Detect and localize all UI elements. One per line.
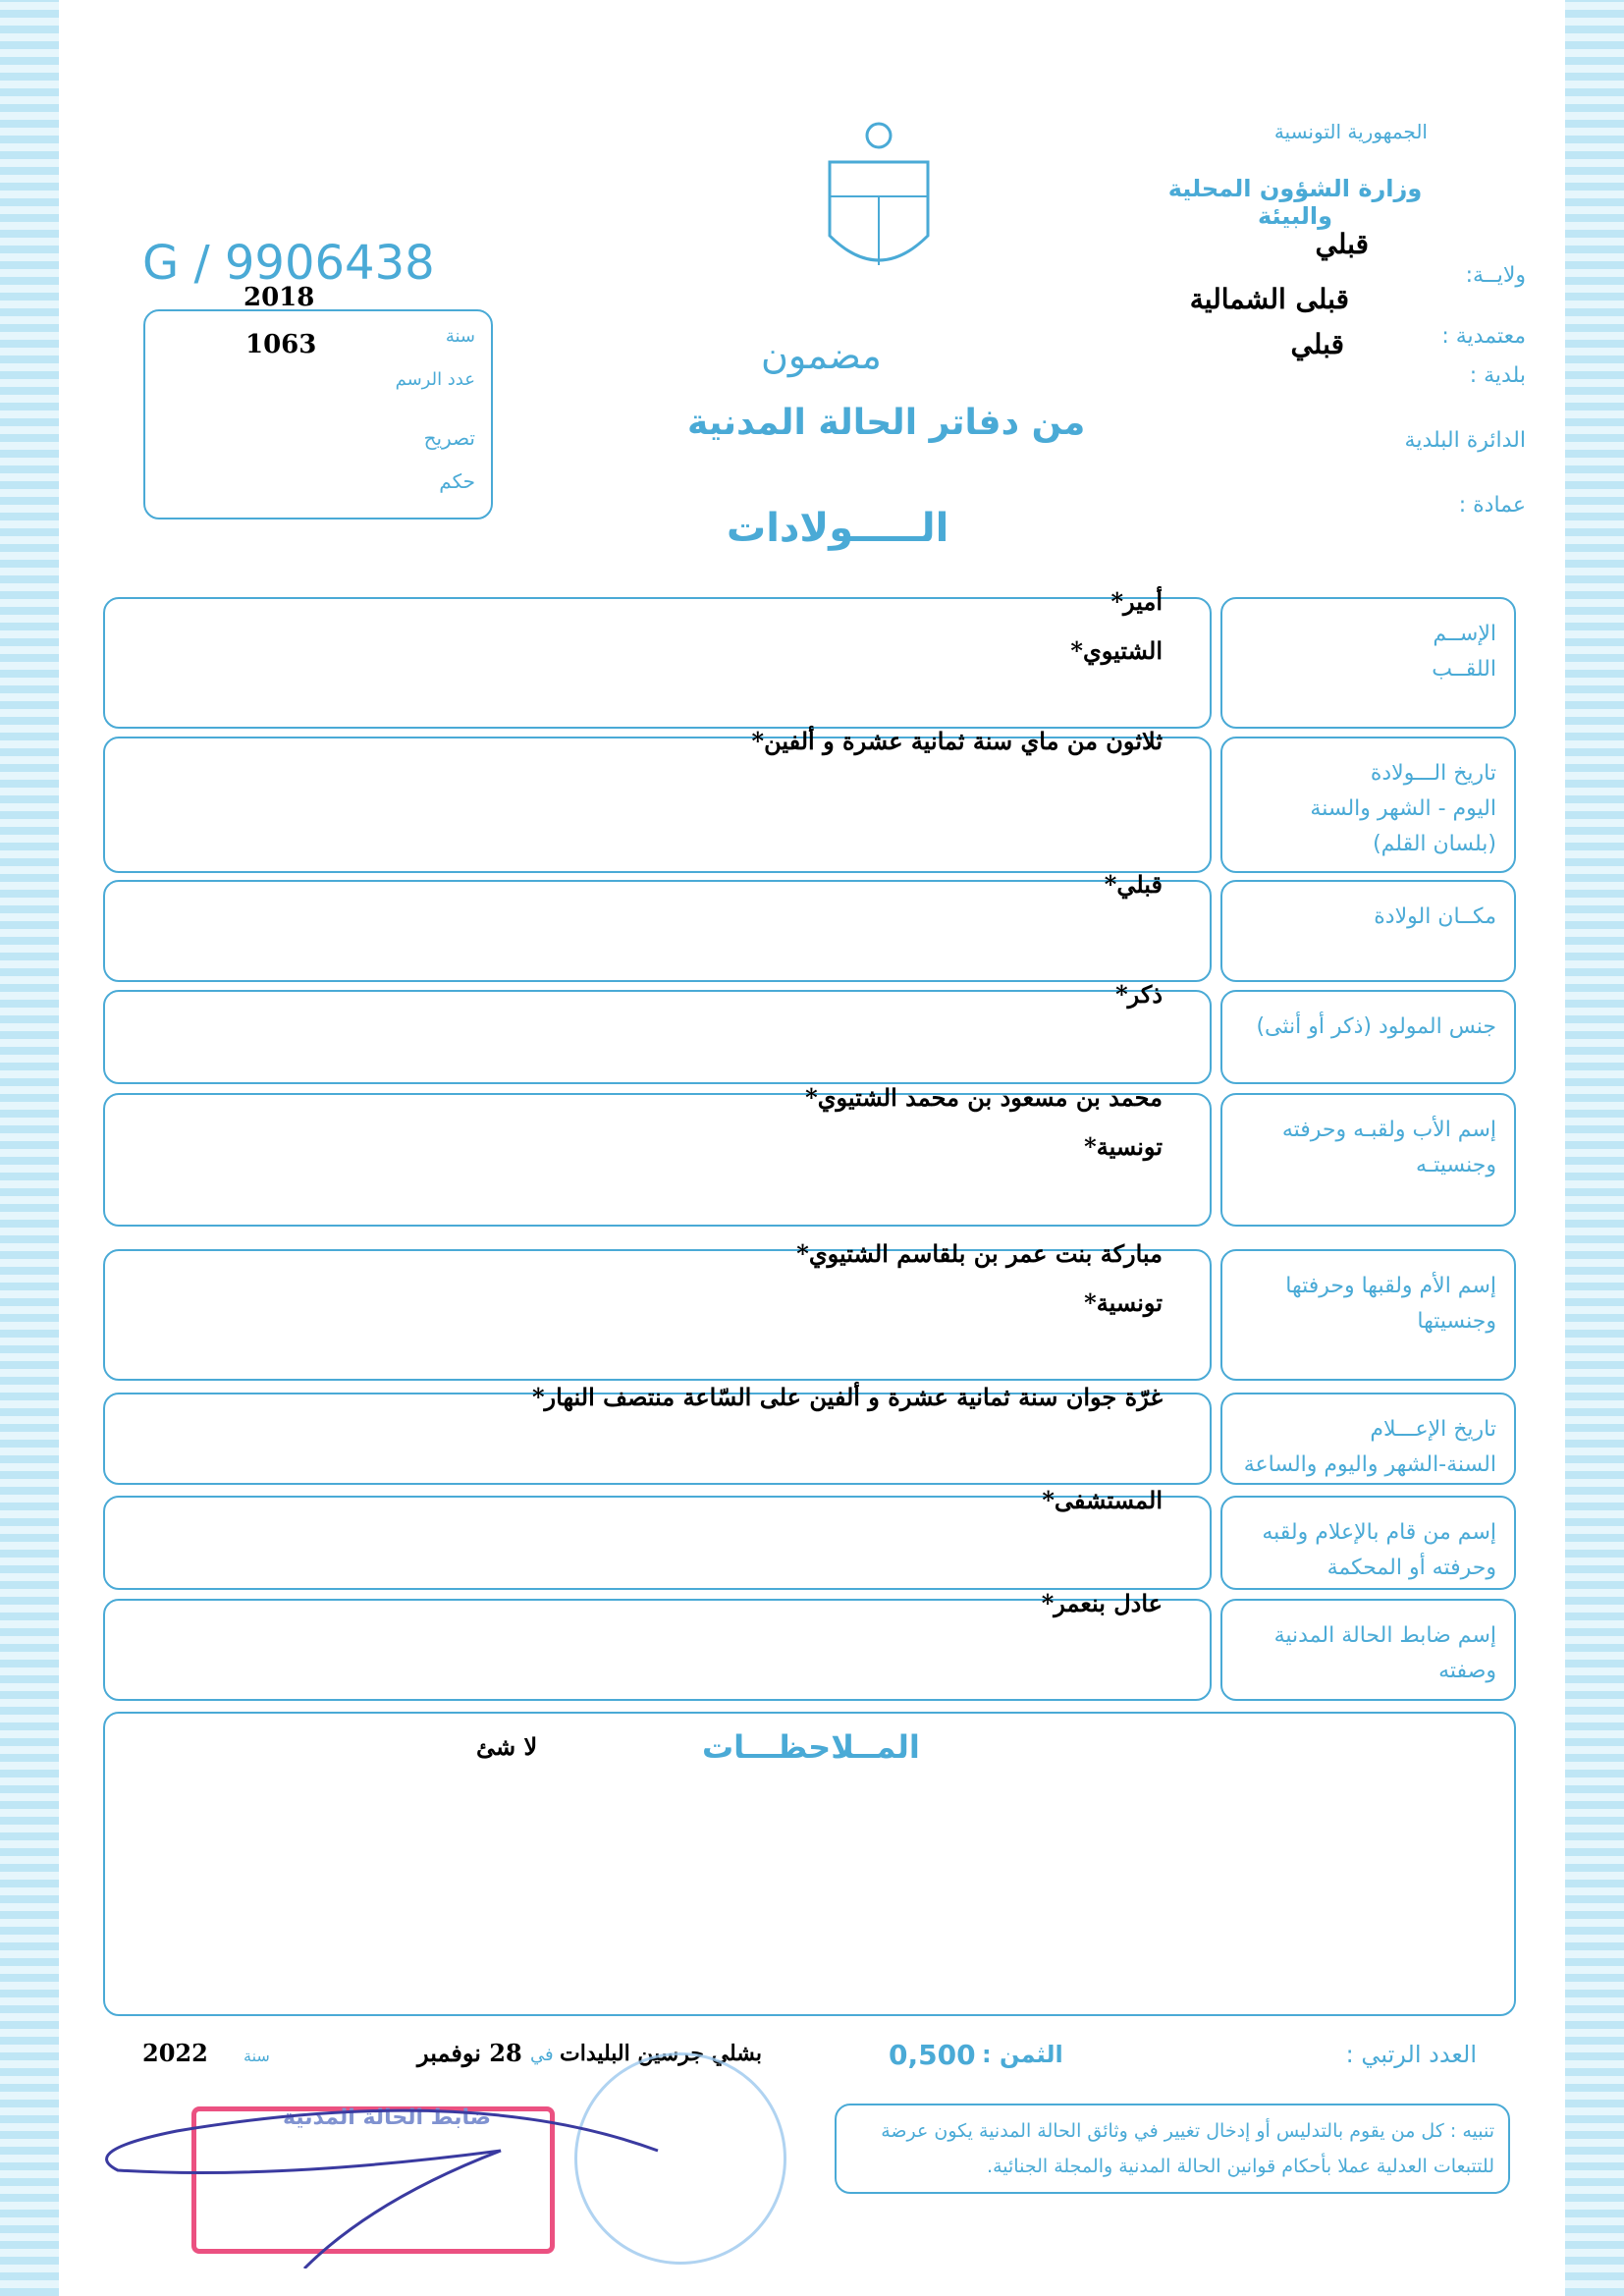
coat-of-arms-icon [820,118,938,285]
issue-year: 2022 [142,2039,208,2067]
imada-label: عمادة : [1458,493,1526,518]
row-value: تونسية* [1084,1132,1163,1161]
row-value: ذكر* [1115,980,1163,1009]
security-border-left [0,0,59,2296]
row-labels [1221,1515,1496,1586]
row-labels [1221,1113,1496,1183]
row-values [279,1073,1163,1172]
year-value: 2018 [244,283,315,312]
title-summary: مضمون [761,334,882,377]
warning-box [835,2104,1510,2194]
ministry-name: وزارة الشؤون المحلية والبيئة [1167,175,1423,230]
wilaya-label: ولايــة: [1465,263,1526,288]
row-label: جنس المولود (ذكر أو أنثى) [1256,1014,1496,1039]
officer-stamp-title: ضابط الحالة المدنية [282,2105,491,2130]
declaration-label: تصريح [423,426,475,450]
row-value: مباركة بنت عمر بن بلقاسم الشتيوي* [796,1239,1163,1268]
row-value: عادل بنعمر* [1041,1589,1163,1617]
row-label: تاريخ الـــولادة [1370,761,1496,786]
row-label: مكــان الولادة [1374,904,1496,929]
row-label: إسم الأم ولقبها وحرفتها [1285,1274,1496,1298]
security-border-right [1565,0,1624,2296]
delegation-value: قبلى الشمالية [1189,283,1349,315]
title-civil-registers: من دفاتر الحالة المدنية [687,403,1086,443]
row-label: وجنسيتها [1417,1309,1496,1334]
row-values [279,970,1163,1019]
row-values [279,1230,1163,1328]
row-values [279,1373,1163,1422]
row-values [279,1476,1163,1525]
issue-year-label: سنة [244,2047,270,2065]
row-label: السنة-الشهر واليوم والساعة [1243,1452,1496,1477]
row-labels [1221,1618,1496,1689]
row-labels [1221,900,1496,935]
row-label: إسم ضابط الحالة المدنية [1273,1623,1496,1648]
row-value: محمد بن مسعود بن محمد الشتيوي* [805,1083,1163,1112]
in-label: في [530,2045,554,2065]
row-label: وصفته [1438,1659,1496,1683]
remarks-value: لا شئ [476,1732,538,1761]
row-label: إسم من قام بالإعلام ولقبه [1262,1520,1496,1545]
row-value: قبلي* [1104,870,1163,899]
row-label: الإســم [1433,622,1496,646]
row-values [279,577,1163,676]
row-labels [1221,1010,1496,1045]
issue-date: 28 نوفمبر [417,2039,522,2067]
row-values [279,717,1163,766]
act-number-label: عدد الرسم [395,369,475,390]
row-value: المستشفى* [1042,1486,1163,1514]
price-value: 0,500 [889,2039,976,2071]
row-value: تونسية* [1084,1288,1163,1317]
row-label: وحرفته أو المحكمة [1326,1556,1496,1580]
year-label: سنة [445,326,475,347]
row-value: غرّة جوان سنة ثمانية عشرة و ألفين على السّاعة منتصف النهار* [532,1383,1163,1411]
row-labels [1221,617,1496,687]
row-values [279,860,1163,909]
row-labels [1221,1269,1496,1339]
issue-place: بشلي جرسين البليدات [560,2041,762,2066]
price-label: الثمن : [982,2041,1063,2068]
signature [79,2072,668,2269]
row-label: إسم الأب ولقبـه وحرفته [1281,1118,1496,1142]
republic-name: الجمهورية التونسية [1273,120,1428,143]
delegation-label: معتمدية : [1441,324,1526,349]
row-values [279,1579,1163,1628]
row-label: اللقــب [1432,657,1496,682]
row-labels [1221,1412,1496,1483]
wilaya-value: قبلي [1315,228,1369,260]
row-labels [1221,756,1496,862]
title-births: الـــــولادات [727,506,949,551]
row-label: اليوم - الشهر والسنة [1310,796,1496,821]
row-value: ثلاثون من ماي سنة ثمانية عشرة و ألفين* [751,727,1163,755]
order-number-label: العدد الرتبي : [1345,2041,1477,2068]
row-label: تاريخ الإعـــلام [1370,1417,1496,1442]
municipality-value: قبلي [1290,328,1344,360]
remarks-label: المــلاحظـــات [702,1728,920,1766]
row-label: وجنسيتـه [1415,1153,1496,1177]
municipality-label: بلدية : [1469,363,1526,388]
warning-text: تنبيه : كل من يقوم بالتدليس أو إدخال تغيير في وثائق الحالة المدنية يكون عرضة للتتبعات العدلية عملا بأحكام قوانين الحالة المدنية والمجلة الجنائية. [881,2120,1494,2177]
row-value: أمير* [1110,587,1163,616]
judgment-label: حكم [439,469,475,493]
row-value: الشتيوي* [1070,636,1163,665]
row-label: (بلسان القلم) [1373,832,1496,856]
act-number-value: 1063 [245,330,317,359]
serial-number: G / 9906438 [142,236,435,291]
district-label: الدائرة البلدية [1404,428,1526,453]
